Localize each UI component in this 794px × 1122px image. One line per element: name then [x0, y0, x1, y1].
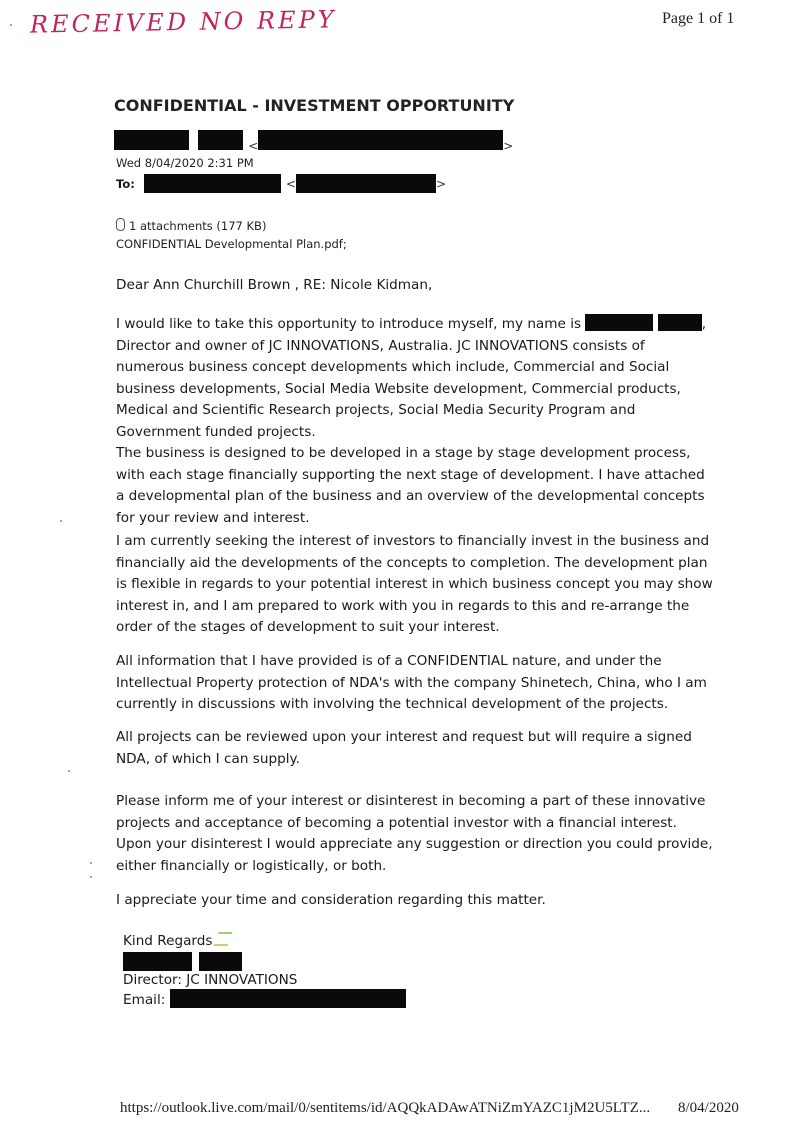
bracket-close: >: [436, 177, 447, 191]
sent-time: Wed 8/04/2020 2:31 PM: [116, 156, 254, 170]
greeting: Dear Ann Churchill Brown , RE: Nicole Kidman,: [116, 277, 433, 293]
page-number: Page 1 of 1: [662, 10, 735, 27]
footer-date: 8/04/2020: [678, 1100, 739, 1116]
paragraph-thanks: I appreciate your time and consideration regarding this matter.: [116, 892, 546, 908]
attachments-summary: 1 attachments (177 KB): [129, 219, 267, 233]
handwritten-annotation: RECEIVED NO REPY: [29, 5, 337, 39]
request-text: Please inform me of your interest or disinterest in becoming a part of these innovative projects and acceptance of becoming a potential investor with a financial interest.: [116, 793, 706, 831]
email-label: Email:: [123, 992, 166, 1008]
redacted-signature-last: [199, 952, 242, 971]
signature-title: Director: JC INNOVATIONS: [123, 972, 298, 988]
paragraph-confidential: All information that I have provided is of a CONFIDENTIAL nature, and under the Intellectual Property protection of NDA's with the company Shinetech, China, who I am currently in discussions with involving the technical development of the projects.: [116, 653, 707, 712]
bracket-open: <: [248, 139, 259, 153]
disinterest-text: Upon your disinterest I would appreciate any suggestion or direction you could provide, either financially or logistically, or both.: [116, 836, 713, 874]
bracket-close: >: [503, 139, 514, 153]
scan-speck: [90, 862, 92, 864]
sender-row: [114, 130, 514, 153]
scan-speck: [90, 876, 92, 878]
recipient-row: [116, 173, 446, 193]
footer-url: https://outlook.live.com/mail/0/sentitems/id/AQQkADAwATNiZmYAZC1jM2U5LTZ...: [120, 1100, 651, 1116]
redacted-sender-email: [258, 130, 503, 150]
paragraph-request: [116, 791, 716, 877]
signature-email-row: [123, 989, 406, 1008]
paragraph-investors: I am currently seeking the interest of investors to financially invest in the business and financially aid the developments of the concepts to completion. The development plan is flexible in regards to your potential interest in which business concept you may show interest in, and I am prepared to work with you in regards to this and re-arrange the order of the stages of development to suit your interest.: [116, 533, 713, 635]
paragraph-nda: All projects can be reviewed upon your interest and request but will require a signed NDA, of which I can supply.: [116, 729, 692, 767]
redacted-sender-last: [198, 130, 243, 150]
intro-continued: Director and owner of JC INNOVATIONS, Australia. JC INNOVATIONS consists of numerous business concept developments which include, Commercial and Social business developments, Social Media Website development, Commercial products, Medical and Scientific Research projects, Social Media Security Program and Government funded projects.: [116, 337, 681, 440]
redacted-author-first: [585, 314, 653, 331]
paperclip-icon: [116, 218, 125, 231]
attachment-file[interactable]: CONFIDENTIAL Developmental Plan.pdf;: [116, 237, 347, 251]
redacted-recipient-name: [144, 174, 281, 193]
redacted-author-last: [658, 314, 702, 331]
to-label: To:: [116, 177, 135, 191]
paragraph-intro: I would like to take this opportunity to introduce myself, my name is , Director and owner of JC INNOVATIONS, Australia. JC INNOVATIONS consists of numerous business concept developments which include, Commercial and Social business developments, Social Media Website development, Commercial products, Medical and Scientific Research projects, Social Media Security Program and Government funded projects. The business is designed to be developed in a stage by stage development process, with each stage financially supporting the next stage of development. I have attached a developmental plan of the business and an overview of the developmental concepts for your review and interest.: [116, 314, 716, 529]
redacted-sender-first: [114, 130, 189, 150]
redacted-signature-email: [170, 989, 406, 1008]
signature-name-row: [123, 952, 242, 972]
attachments-row[interactable]: [116, 218, 266, 233]
scan-speck: [68, 770, 70, 772]
intro-text: I would like to take this opportunity to introduce myself, my name is: [116, 316, 582, 332]
redacted-recipient-email: [296, 174, 436, 193]
sprig-icon: [214, 932, 233, 946]
email-subject: CONFIDENTIAL - INVESTMENT OPPORTUNITY: [114, 96, 515, 115]
closing-line: [123, 932, 230, 949]
scan-speck: [60, 520, 62, 522]
scan-speck: [10, 24, 12, 26]
redacted-signature-first: [123, 952, 192, 971]
closing-text: Kind Regards: [123, 933, 213, 949]
bracket-open: <: [286, 177, 297, 191]
paragraph-process: The business is designed to be developed in a stage by stage development process, with each stage financially supporting the next stage of development. I have attached a developmental plan of the business and an overview of the developmental concepts for your review and interest.: [116, 445, 705, 526]
